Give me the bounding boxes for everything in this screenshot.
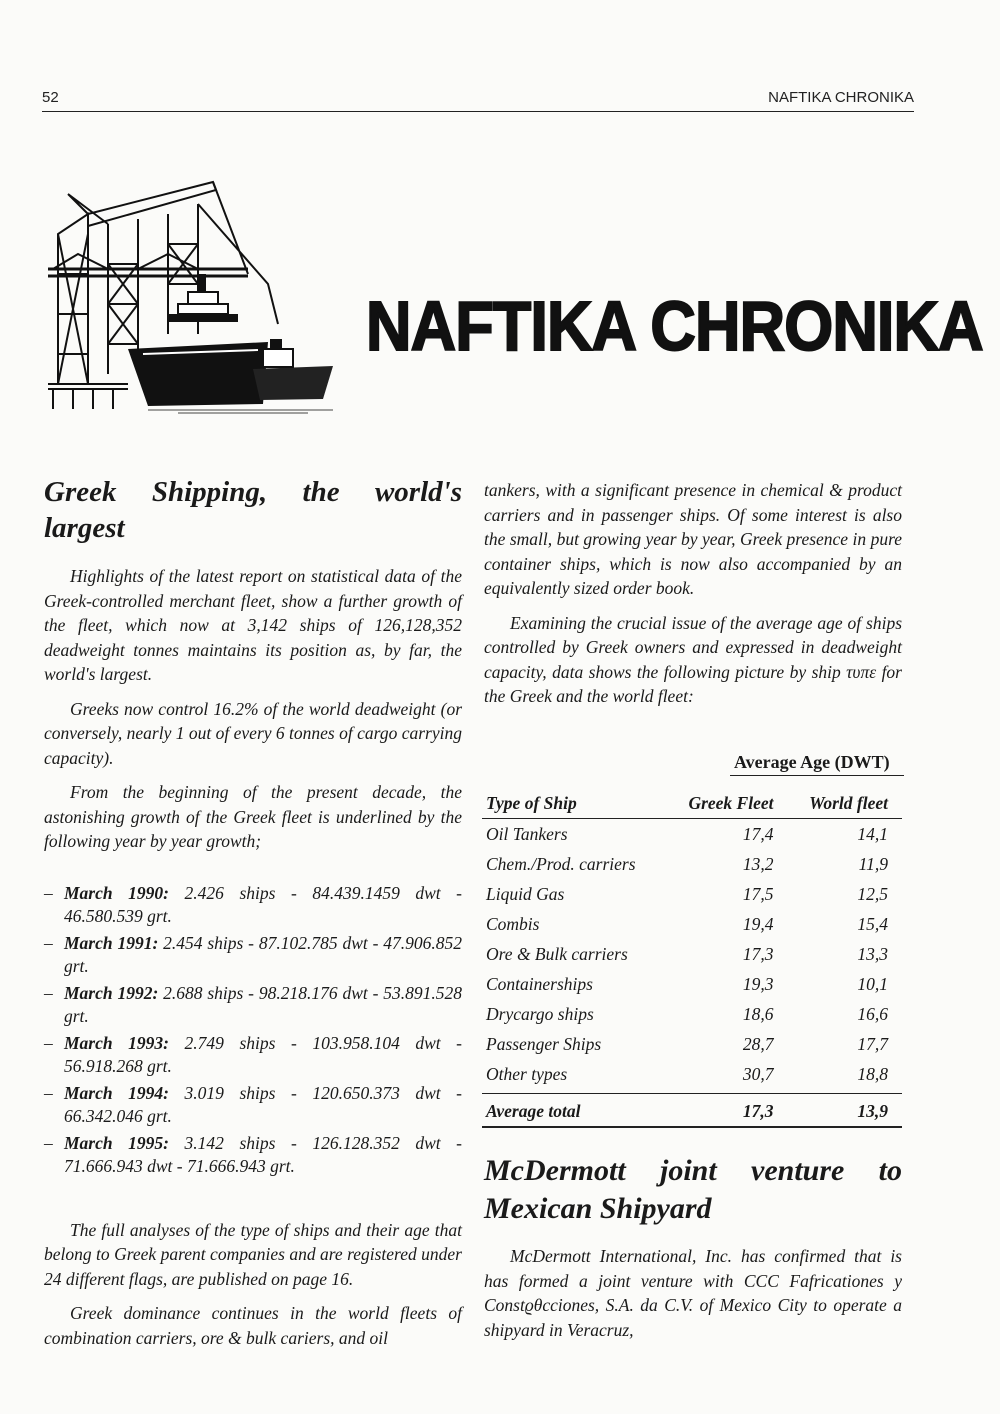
table-header-row [482, 790, 902, 819]
running-header-title: NAFTIKA CHRONIKA [768, 89, 914, 106]
column-header: World fleet [788, 790, 903, 819]
masthead-title: NAFTIKA CHRONIKA [366, 287, 983, 365]
table-row: Liquid Gas 17,5 12,5 [486, 883, 888, 904]
article-paragraph: Greek dominance continues in the world fleets of combination carriers, ore & bulk cariers, and oil [44, 1303, 462, 1348]
table-row: Oil Tankers 17,4 14,1 [486, 823, 888, 844]
article-paragraph: Greeks now control 16.2% of the world deadweight (or conversely, nearly 1 out of every 6 tonnes of cargo carrying capacity). [44, 698, 462, 768]
table-row: Other types 30,7 18,8 [486, 1063, 888, 1084]
list-item: – March 1993: 2.749 ships - 103.958.104 dwt - 56.918.268 grt. [44, 1032, 462, 1076]
table-title-rule [730, 775, 904, 776]
list-item: – March 1990: 2.426 ships - 84.439.1459 dwt - 46.580.539 grt. [44, 882, 462, 926]
article-paragraph: Highlights of the latest report on statistical data of the Greek-controlled merchant fleet, show a further growth of the fleet, which now at 3,142 ships of 126,128,352 deadweight tonnes maintains its position as, by far, the world's largest. [44, 566, 462, 684]
article-mcdermott [484, 1152, 902, 1352]
growth-list [44, 882, 462, 1178]
article-right-column [484, 478, 902, 719]
article-left-column [44, 474, 462, 1360]
table-row: Ore & Bulk carriers 17,3 13,3 [486, 943, 888, 964]
list-item: – March 1992: 2.688 ships - 98.218.176 dwt - 53.891.528 grt. [44, 982, 462, 1026]
column-header: Type of Ship [482, 790, 666, 819]
table-row: Containerships 19,3 10,1 [486, 973, 888, 994]
harbor-crane-ship-icon [48, 174, 338, 414]
article-paragraph: The full analyses of the type of ships and their age that belong to Greek parent companies and are registered under 24 different flags, are published on page 16. [44, 1219, 462, 1289]
article-paragraph: From the beginning of the present decade, the astonishing growth of the Greek fleet is underlined by the following year by year growth; [44, 782, 462, 851]
table-row: Drycargo ships 18,6 16,6 [486, 1003, 888, 1024]
article-paragraph: tankers, with a significant presence in chemical & product carriers and in passenger ships. Of some interest is also the small, but growing year by year, Greek presence in pure container ships, which is now also accompanied by an equivalently sized order book. [484, 480, 902, 598]
table-title: Average Age (DWT) [734, 752, 890, 772]
table-row: Passenger Ships 28,7 17,7 [486, 1033, 888, 1054]
table-total-row: Average total 17,3 13,9 [482, 1094, 902, 1128]
article-paragraph: Examining the crucial issue of the average age of ships controlled by Greek owners and expressed in deadweight capacity, data shows the following picture by ship τυπε for the Greek and the world fleet: [484, 612, 902, 706]
list-item: – March 1994: 3.019 ships - 120.650.373 dwt - 66.342.046 grt. [44, 1082, 462, 1126]
page-number: 52 [42, 89, 59, 106]
article-title: Greek Shipping, the world's largest [44, 476, 462, 544]
article-title: McDermott joint venture to Mexican Shipyard [484, 1154, 902, 1225]
column-header: Greek Fleet [666, 790, 788, 819]
header-rule [42, 111, 914, 112]
table-row: Combis 19,4 15,4 [486, 913, 888, 934]
article-paragraph: McDermott International, Inc. has confirmed that is has formed a joint venture with CCC Fafricationes y Constϱθcciones, S.A. da C.V. of Mexico City to operate a shipyard in Veracruz, [484, 1246, 902, 1340]
table-row: Chem./Prod. carriers 13,2 11,9 [486, 853, 888, 874]
list-item: – March 1995: 3.142 ships - 126.128.352 dwt - 71.666.943 dwt - 71.666.943 grt. [44, 1132, 462, 1176]
average-age-table [482, 790, 902, 1128]
list-item: – March 1991: 2.454 ships - 87.102.785 dwt - 47.906.852 grt. [44, 932, 462, 976]
